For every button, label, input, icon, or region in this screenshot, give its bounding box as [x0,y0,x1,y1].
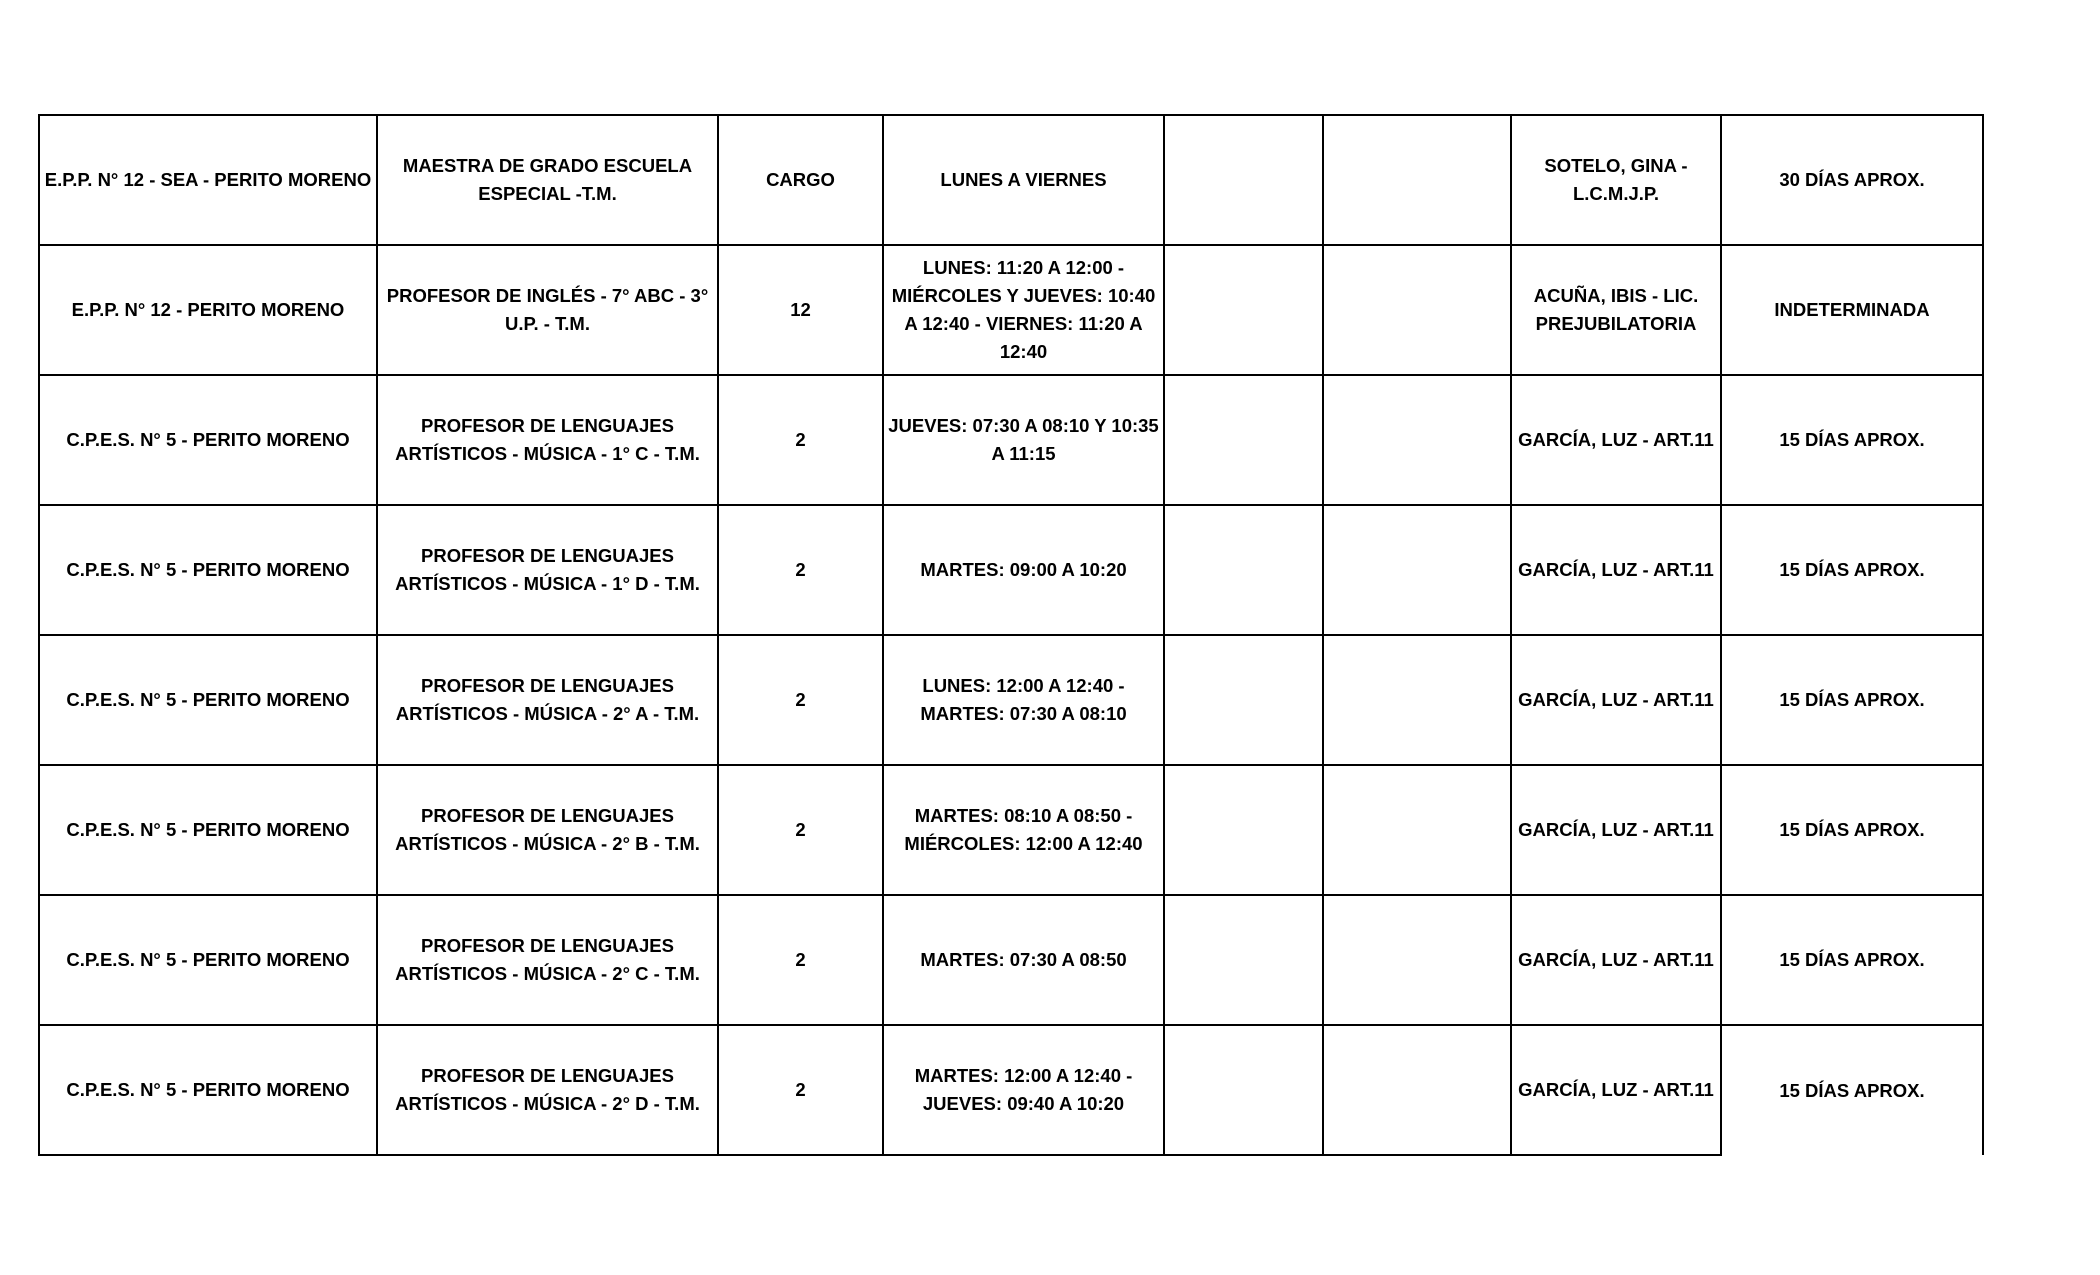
table-row [39,375,1983,505]
schedule-cell: MARTES: 07:30 A 08:50 [883,895,1164,1025]
empty-cell [1164,635,1323,765]
position-cell: PROFESOR DE INGLÉS - 7° ABC - 3° U.P. - T.M. [377,245,718,375]
position-cell: PROFESOR DE LENGUAJES ARTÍSTICOS - MÚSICA - 2° A - T.M. [377,635,718,765]
schedule-cell: MARTES: 12:00 A 12:40 - JUEVES: 09:40 A 10:20 [883,1025,1164,1155]
empty-cell [1164,115,1323,245]
empty-cell [1164,895,1323,1025]
school-cell: C.P.E.S. N° 5 - PERITO MORENO [39,765,377,895]
table-row [39,1025,1983,1155]
table-row [39,245,1983,375]
schedule-cell: MARTES: 09:00 A 10:20 [883,505,1164,635]
hours-cell: CARGO [718,115,883,245]
teacher-cell: GARCÍA, LUZ - ART.11 [1511,895,1721,1025]
teacher-cell: GARCÍA, LUZ - ART.11 [1511,765,1721,895]
duration-cell: 15 DÍAS APROX. [1721,895,1983,1025]
duration-cell: 15 DÍAS APROX. [1721,1025,1983,1155]
empty-cell [1323,505,1511,635]
empty-cell [1323,635,1511,765]
table-row [39,115,1983,245]
empty-cell [1323,765,1511,895]
empty-cell [1164,505,1323,635]
teacher-cell: GARCÍA, LUZ - ART.11 [1511,375,1721,505]
hours-cell: 2 [718,1025,883,1155]
empty-cell [1164,765,1323,895]
hours-cell: 12 [718,245,883,375]
school-cell: E.P.P. N° 12 - SEA - PERITO MORENO [39,115,377,245]
empty-cell [1164,375,1323,505]
empty-cell [1323,375,1511,505]
empty-cell [1164,245,1323,375]
duration-cell: 30 DÍAS APROX. [1721,115,1983,245]
empty-cell [1323,895,1511,1025]
empty-cell [1323,1025,1511,1155]
hours-cell: 2 [718,375,883,505]
schedule-cell: LUNES: 12:00 A 12:40 - MARTES: 07:30 A 08:10 [883,635,1164,765]
position-cell: PROFESOR DE LENGUAJES ARTÍSTICOS - MÚSICA - 1° D - T.M. [377,505,718,635]
position-cell: PROFESOR DE LENGUAJES ARTÍSTICOS - MÚSICA - 2° B - T.M. [377,765,718,895]
table-row [39,505,1983,635]
teacher-cell: GARCÍA, LUZ - ART.11 [1511,635,1721,765]
duration-cell: 15 DÍAS APROX. [1721,765,1983,895]
teacher-cell: SOTELO, GINA - L.C.M.J.P. [1511,115,1721,245]
hours-cell: 2 [718,635,883,765]
teacher-cell: GARCÍA, LUZ - ART.11 [1511,505,1721,635]
empty-cell [1323,115,1511,245]
position-cell: MAESTRA DE GRADO ESCUELA ESPECIAL -T.M. [377,115,718,245]
position-cell: PROFESOR DE LENGUAJES ARTÍSTICOS - MÚSICA - 2° C - T.M. [377,895,718,1025]
schedule-cell: LUNES: 11:20 A 12:00 - MIÉRCOLES Y JUEVES: 10:40 A 12:40 - VIERNES: 11:20 A 12:40 [883,245,1164,375]
empty-cell [1164,1025,1323,1155]
school-cell: C.P.E.S. N° 5 - PERITO MORENO [39,635,377,765]
school-cell: C.P.E.S. N° 5 - PERITO MORENO [39,1025,377,1155]
duration-cell: INDETERMINADA [1721,245,1983,375]
table-row [39,765,1983,895]
schedule-cell: JUEVES: 07:30 A 08:10 Y 10:35 A 11:15 [883,375,1164,505]
hours-cell: 2 [718,765,883,895]
hours-cell: 2 [718,505,883,635]
table-row [39,635,1983,765]
school-cell: C.P.E.S. N° 5 - PERITO MORENO [39,375,377,505]
teacher-cell: GARCÍA, LUZ - ART.11 [1511,1025,1721,1155]
school-cell: E.P.P. N° 12 - PERITO MORENO [39,245,377,375]
hours-cell: 2 [718,895,883,1025]
duration-cell: 15 DÍAS APROX. [1721,375,1983,505]
schedule-cell: MARTES: 08:10 A 08:50 - MIÉRCOLES: 12:00 A 12:40 [883,765,1164,895]
teacher-cell: ACUÑA, IBIS - LIC. PREJUBILATORIA [1511,245,1721,375]
empty-cell [1323,245,1511,375]
school-cell: C.P.E.S. N° 5 - PERITO MORENO [39,505,377,635]
schedule-cell: LUNES A VIERNES [883,115,1164,245]
school-cell: C.P.E.S. N° 5 - PERITO MORENO [39,895,377,1025]
duration-cell: 15 DÍAS APROX. [1721,505,1983,635]
position-cell: PROFESOR DE LENGUAJES ARTÍSTICOS - MÚSICA - 1° C - T.M. [377,375,718,505]
position-cell: PROFESOR DE LENGUAJES ARTÍSTICOS - MÚSICA - 2° D - T.M. [377,1025,718,1155]
table-row [39,895,1983,1025]
duration-cell: 15 DÍAS APROX. [1721,635,1983,765]
vacancy-table [38,114,1984,1156]
